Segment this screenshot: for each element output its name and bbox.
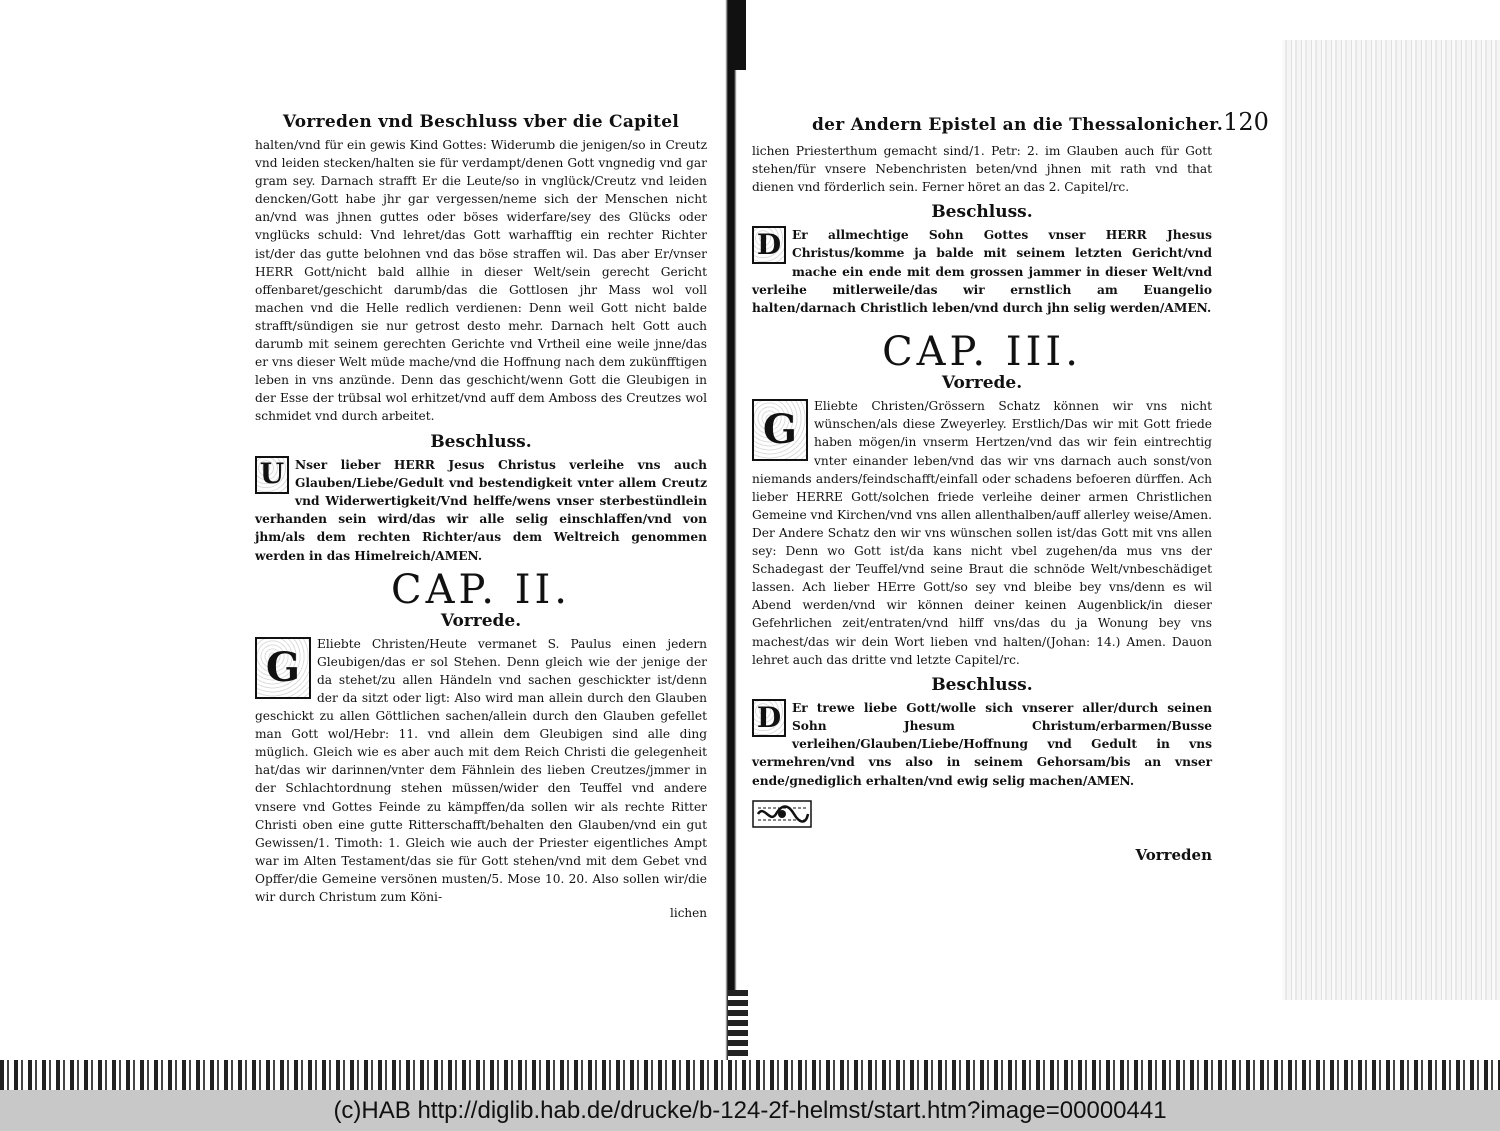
catchword: lichen bbox=[670, 906, 707, 921]
preface-paragraph bbox=[752, 397, 1212, 668]
preface-text: Eliebte Christen/Heute vermanet S. Paulus einen jedern Gleubigen/das er sol Stehen. Denn gleich wie der jenige der da stehet/zu allen Händeln vnd sachen geschickter ist/denn der da sitzt oder ligt: Also wird man allein durch den Glauben geschickt zu allen Göttlichen sachen/allein durch den Glauben gefellet man Gott wol/Hebr: 11. vnd allein dem Gleubigen sind alle ding müglich. Gleich wie es aber auch mit dem Reich Christi die gelegenheit hat/das wir darinnen/vnter dem Fähnlein des lieben Creutzes/jmmer in der Schlachtordnung stehen müssen/wider den Teuffel vnd andere vnsere vnd Gottes Feinde zu kämpffen/da sollen wir als rechte Ritter Christi oben eine gutte Ritterschafft/behalten den Glauben/vnd ein gut Gewissen/1. Timoth: 1. Gleich wie auch der Priester eigentliches Ampt war im Alten Testament/das sie für Gott stehen/vnd mit dem Gebet vnd Opffer/die Gemeine versönen musten/5. Mose 10. 20. Also sollen wir/die wir durch Christum zum Köni- bbox=[255, 636, 707, 905]
right-page bbox=[752, 108, 1269, 864]
running-head: Vorreden vnd Beschluss vber die Capitel bbox=[282, 112, 680, 132]
section-title-beschluss: Beschluss. bbox=[931, 202, 1033, 223]
section-title-vorrede: Vorrede. bbox=[941, 373, 1023, 394]
copyright-footer bbox=[0, 1090, 1500, 1131]
catchword: Vorreden bbox=[1135, 845, 1212, 864]
body-paragraph: lichen Priesterthum gemacht sind/1. Petr: 2. im Glauben auch für Gott stehen/für vnsere Nebenchristen beten/vnd jhnen mit rath vnd that dienen vnd förderlich sein. Ferner höret an das 2. Capitel/rc. bbox=[752, 144, 1212, 195]
decorated-initial: U bbox=[255, 456, 289, 494]
chapter-title: CAP. II. bbox=[390, 566, 572, 613]
decorated-initial: D bbox=[752, 699, 786, 737]
scan-bottom-edge bbox=[0, 1060, 1500, 1090]
body-paragraph: halten/vnd für ein gewis Kind Gottes: Widerumb die jenigen/so in Creutz vnd leiden stecken/halten sie für verdampt/denen Gott vngnedig vnd gar gram sey. Darnach strafft Er die Leute/so in vnglück/Creutz vnd leiden dencken/Gott habe jhr gar vergessen/neme sich der Menschen nicht an/vnd was jhnen guttes oder böses widerfare/sey des Glücks oder vnglücks schuld: Vnd lehret/das Gott warhafftig ein rechter Richter ist/der das gutte belohnen vnd das böse straffen wil. Das aber Er/vnser HERR Gott/nicht bald allhie in dieser Welt/sein gerecht Gericht offenbaret/geschicht darumb/das die Gottlosen jhr Mass wol voll machen vnd die Helle redlich verdienen: Denn weil Gott nicht balde strafft/sündigen sie nur getrost desto mehr. Darnach helt Gott auch darumb mit seinem gerechten Gerichte vnd Vrtheil eine weile jnne/das er vns dieser Welt müde mache/vnd die Hoffnung nach dem zukünfftigen leben in vns anzünde. Denn das geschicht/wenn Gott die Gleubigen in der Esse der trübsal wol erhitzet/vnd auff dem Amboss des Creutzes wol schmidet vnd durch arbeitet. bbox=[255, 138, 707, 424]
closing-paragraph bbox=[752, 226, 1212, 317]
page-edge-texture bbox=[1282, 40, 1500, 1000]
section-title-beschluss: Beschluss. bbox=[430, 431, 532, 452]
page-number: 120 bbox=[1223, 108, 1269, 136]
book-spine bbox=[712, 0, 750, 1090]
running-head: der Andern Epistel an die Thessalonicher. bbox=[812, 115, 1224, 135]
section-title-beschluss: Beschluss. bbox=[931, 674, 1033, 695]
closing-text: Er trewe liebe Gott/wolle sich vnserer aller/durch seinen Sohn Jhesum Christum/erbarmen/Busse verleihen/Glauben/Liebe/Hoffnung vnd Gedult in vns vermehren/vnd vns also in seinem Gehorsam/bis an vnser ende/gnediglich erhalten/vnd ewig selig machen/AMEN. bbox=[752, 700, 1212, 788]
preface-text: Eliebte Christen/Grössern Schatz können wir vns nicht wünschen/als diese Zweyerley. Erstlich/Das wir mit Gott friede haben mögen/in vnserm Hertzen/vnd das wir fein eintrechtig vnter einander leben/vnd das wir vns darnach auch sonst/von niemands anders/feindschafft/einfall oder schadens befoeren dürffen. Ach lieber HERRE Gott/solchen friede verleihe deiner armen Christlichen Gemeine vnd Kirchen/vnd vns allen allenthalben/auff allerley weise/Amen. Der Andere Schatz den wir vns wünschen sollen ist/das Gott mit vns allen sey: Denn wo Gott ist/da kans nicht vbel zugehen/da mus vns der Schadegast der Teuffel/vnd seine Braut die schnöde Welt/vnbeschädiget lassen. Ach lieber HErre Gott/so sey vnd bleibe bey vns/denn es wil Abend werden/vnd wir können deiner keinen Augenblick/in dieser Gefehrlichen zeit/entraten/vnd hilff vns/das du ja Wonung bey vns machest/das wir dein Wort lieben vnd halten/(Johan: 14.) Amen. Dauon lehret auch das dritte vnd letzte Capitel/rc. bbox=[752, 399, 1212, 667]
chapter-title: CAP. III. bbox=[882, 329, 1082, 376]
printers-ornament-icon bbox=[752, 800, 812, 828]
preface-paragraph bbox=[255, 635, 707, 906]
running-head-row bbox=[752, 108, 1269, 136]
closing-paragraph bbox=[255, 456, 707, 565]
section-title-vorrede: Vorrede. bbox=[440, 610, 522, 631]
spine-shadow-top bbox=[732, 0, 746, 70]
decorated-initial: D bbox=[752, 226, 786, 264]
left-page bbox=[255, 112, 707, 920]
decorated-initial: G bbox=[255, 637, 311, 699]
decorated-initial: G bbox=[752, 399, 808, 461]
closing-paragraph bbox=[752, 699, 1212, 790]
footer-text: (c)HAB http://diglib.hab.de/drucke/b-124-2f-helmst/start.htm?image=00000441 bbox=[333, 1096, 1167, 1124]
closing-text: Nser lieber HERR Jesus Christus verleihe vns auch Glauben/Liebe/Gedult vnd bestendigkeit vnter allem Creutz vnd Widerwertigkeit/Vnd helffe/wens vnser sterbestündlein verhanden sein wird/das wir alle selig einschlaffen/vnd von jhm/als dem rechten Richter/aus dem Weltreich genommen werden in das Himelreich/AMEN. bbox=[255, 457, 707, 563]
closing-text: Er allmechtige Sohn Gottes vnser HERR Jhesus Christus/komme ja balde mit seinem letzten Gericht/vnd mache ein ende mit dem grossen jammer in dieser Welt/vnd verleihe mitlerweile/das wir ernstlich am Euangelio halten/darnach Christlich leben/vnd durch jhn selig werden/AMEN. bbox=[752, 228, 1212, 316]
scan-margin-left bbox=[0, 0, 20, 1090]
